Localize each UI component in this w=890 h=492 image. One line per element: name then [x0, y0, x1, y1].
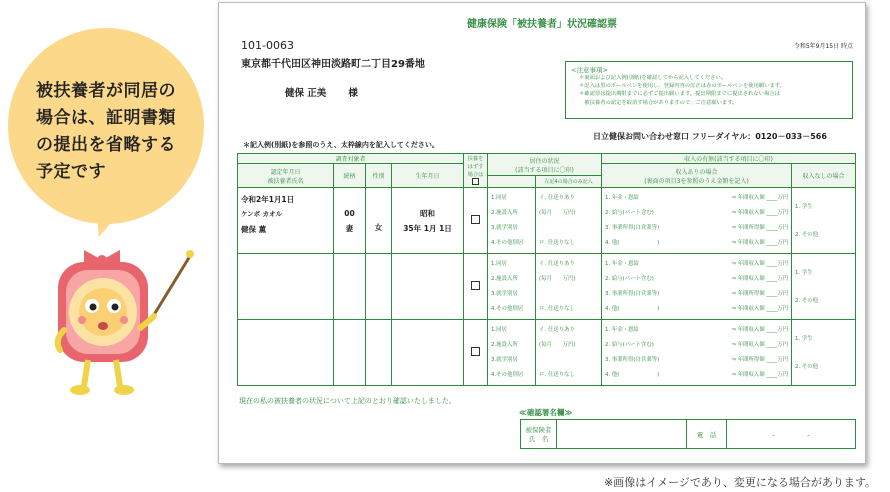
- table-row: [238, 320, 856, 386]
- contact-info: 日立健保お問い合わせ窓口 フリーダイヤル：0120－033－566: [593, 132, 827, 141]
- header-birth: 生年月日: [392, 164, 464, 188]
- notice-line: ＊記入は黒のボールペンを使用し、登録内容の訂正は赤のボールペンを使用願います。: [579, 83, 785, 90]
- income-items: 1. 年金・恩給 ⇒ 年間収入額 ____万円 2. 給与(パート含む) ⇒ 年間収入額 ____万円 3. 事業所得(自営業等) ⇒ 年間所得額 ____万円 4. 他( ) ⇒ 年間収入額 ____万円: [602, 188, 792, 254]
- residence-options: 1.同居 2.施設入所 3.就学別居 4.その他別居: [488, 320, 536, 386]
- phone-field[interactable]: - -: [727, 420, 856, 449]
- signature-section-title: ≪確認署名欄≫: [519, 408, 573, 417]
- person-relation: 00 妻: [334, 188, 366, 254]
- table-row: [238, 188, 856, 254]
- header-income: 収入の有無(該当する項目に〇印): [602, 154, 856, 164]
- person-relation: [334, 254, 366, 320]
- exclude-checkbox[interactable]: [464, 254, 488, 320]
- person-cert-name: [238, 320, 334, 386]
- person-sex: [366, 320, 392, 386]
- header-income-no: 収入なしの場合: [792, 164, 856, 188]
- phone-label: 電 話: [687, 420, 727, 449]
- no-income-options: 1. 学生 2. その他: [792, 188, 856, 254]
- person-cert-name: 令和2年1月1日 ケンポ カオル 健保 薫: [238, 188, 334, 254]
- signature-label: 被保険者 氏 名: [521, 420, 557, 449]
- header-cert-name: 認定年月日 被扶養者氏名: [238, 164, 334, 188]
- form-date: 令和5年9月15日 時点: [793, 43, 853, 50]
- income-items: 1. 年金・恩給 ⇒ 年間収入額 ____万円 2. 給与(パート含む) ⇒ 年間収入額 ____万円 3. 事業所得(自営業等) ⇒ 年間所得額 ____万円 4. 他( ) ⇒ 年間収入額 ____万円: [602, 320, 792, 386]
- header-residence: 居住の状況 (該当する項目に〇印): [488, 154, 602, 176]
- signature-table: [520, 419, 856, 449]
- remittance-options: イ. 仕送りあり (毎月 万円) ロ. 仕送りなし: [536, 320, 602, 386]
- person-cert-name: [238, 254, 334, 320]
- instruction-text: ＊記入例(別紙)を参照のうえ、太枠線内を記入してください。: [243, 141, 439, 149]
- remittance-options: イ. 仕送りあり (毎月 万円) ロ. 仕送りなし: [536, 188, 602, 254]
- header-residence-sub: 左記4の場合のみ記入: [536, 176, 602, 188]
- status-confirmation-form: [218, 2, 866, 464]
- person-birth: [392, 254, 464, 320]
- honorific: 様: [348, 88, 358, 99]
- dependent-table: [237, 153, 856, 386]
- notice-line: ＊裏面および記入例(別紙)を確認してから記入してください。: [579, 75, 727, 81]
- income-items: 1. 年金・恩給 ⇒ 年間収入額 ____万円 2. 給与(パート含む) ⇒ 年間収入額 ____万円 3. 事業所得(自営業等) ⇒ 年間所得額 ____万円 4. 他( ) ⇒ 年間収入額 ____万円: [602, 254, 792, 320]
- residence-options: 1.同居 2.施設入所 3.就学別居 4.その他別居: [488, 254, 536, 320]
- table-row: [238, 254, 856, 320]
- remittance-options: イ. 仕送りあり (毎月 万円) ロ. 仕送りなし: [536, 254, 602, 320]
- person-birth: 昭和 35年 1月 1日: [392, 188, 464, 254]
- header-check-icon: [472, 178, 479, 185]
- header-sex: 性別: [366, 164, 392, 188]
- notice-line: ＊確認票は提出期限までに必ずご提出願います。提出期限までに提出されない場合は: [579, 91, 780, 98]
- mascot-illustration: [44, 240, 194, 400]
- image-disclaimer: ※画像はイメージであり、変更になる場合があります。: [603, 476, 876, 489]
- header-relation: 続柄: [334, 164, 366, 188]
- header-residence-blank: [488, 176, 536, 188]
- notice-heading: <注意事項>: [571, 66, 608, 74]
- no-income-options: 1. 学生 2. その他: [792, 254, 856, 320]
- person-relation: [334, 320, 366, 386]
- speech-bubble-text: 被扶養者が同居の 場合は、証明書類 の提出を省略する 予定です: [36, 81, 176, 182]
- header-exclude: 扶養を はずす 場合は: [464, 154, 488, 188]
- address: 東京都千代田区神田淡路町二丁目29番地: [241, 59, 425, 70]
- header-income-yes: 収入ありの場合 (裏面の項目3を参照のうえ金額を記入): [602, 164, 792, 188]
- person-birth: [392, 320, 464, 386]
- notice-line: 被扶養者の認定を取消す場合がありますので、ご注意願います。: [579, 99, 738, 106]
- confirmation-statement: 現在の私の被扶養者の状況について上記のとおり確認いたしました。: [239, 397, 456, 405]
- insured-name-line: [285, 85, 358, 99]
- residence-options: 1.同居 2.施設入所 3.就学別居 4.その他別居: [488, 188, 536, 254]
- insured-name: 健保 正美: [285, 88, 327, 99]
- signature-field[interactable]: [557, 420, 687, 449]
- header-target: 調査対象者: [238, 154, 464, 164]
- form-title: 健康保険「被扶養者」状況確認票: [467, 19, 617, 30]
- no-income-options: 1. 学生 2. その他: [792, 320, 856, 386]
- postal-code: 101-0063: [241, 39, 294, 52]
- person-sex: [366, 254, 392, 320]
- person-sex: 女: [366, 188, 392, 254]
- notice-box: [565, 61, 853, 119]
- exclude-checkbox[interactable]: [464, 188, 488, 254]
- exclude-checkbox[interactable]: [464, 320, 488, 386]
